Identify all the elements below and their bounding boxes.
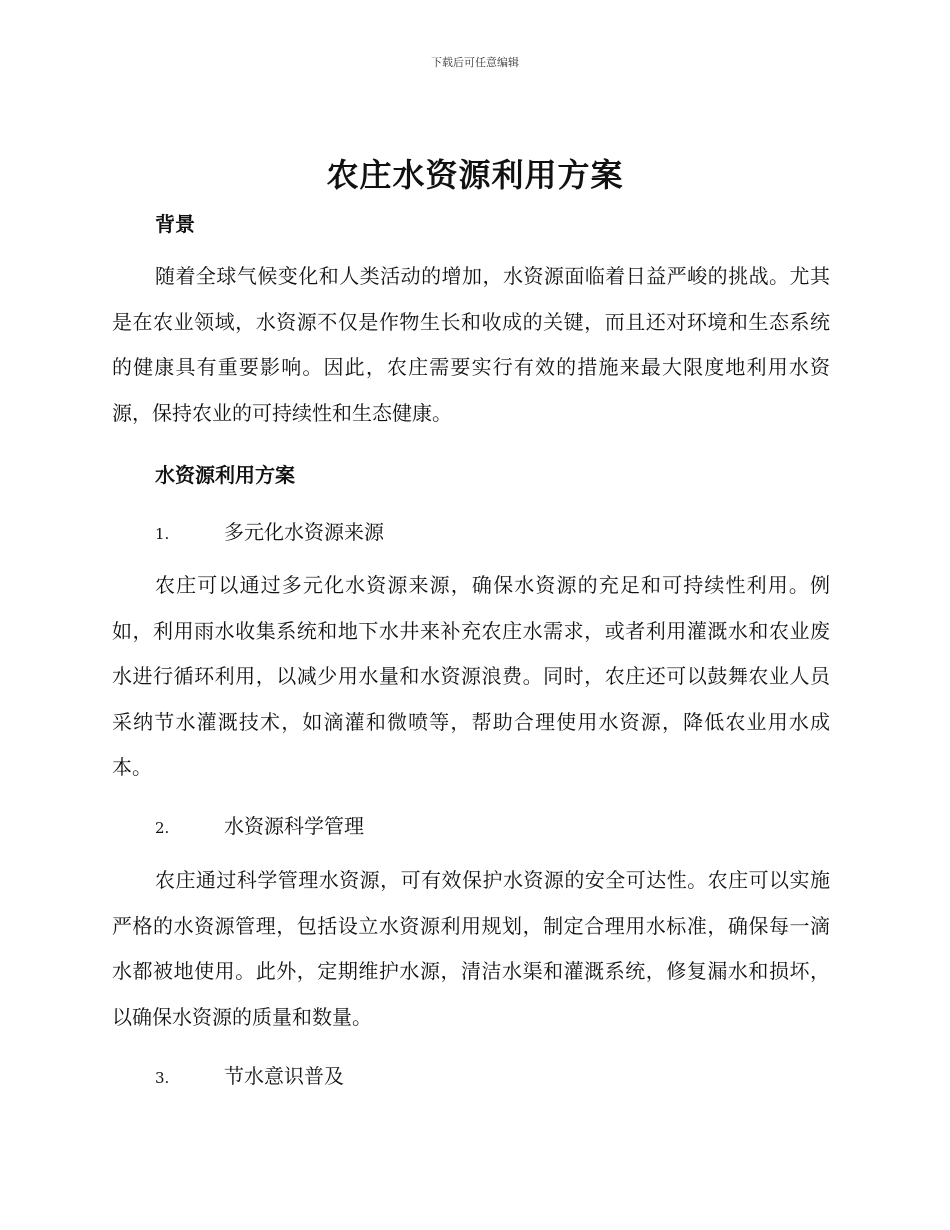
item-2-paragraph: 农庄通过科学管理水资源，可有效保护水资源的安全可达性。农庄可以实施严格的水资源管理，包括设立水资源利用规划，制定合理用水标准，确保每一滴水都被地使用。此外，定期维护水源，清洁水渠和灌溉系统，修复漏水和损坏，以确保水资源的质量和数量。 — [112, 868, 830, 1029]
item-1-paragraph: 农庄可以通过多元化水资源来源，确保水资源的充足和可持续性利用。例如，利用雨水收集系统和地下水井来补充农庄水需求，或者利用灌溉水和农业废水进行循环利用，以减少用水量和水资源浪费。同时，农庄还可以鼓舞农业人员采纳节水灌溉技术，如滴灌和微喷等，帮助合理使用水资源，降低农业用水成本。 — [112, 573, 830, 779]
list-item-title: 节水意识普及 — [224, 1064, 344, 1088]
background-paragraph: 随着全球气候变化和人类活动的增加，水资源面临着日益严峻的挑战。尤其是在农业领域，水资源不仅是作物生长和收成的关键，而且还对环境和生态系统的健康具有重要影响。因此，农庄需要实行有效的措施来最大限度地利用水资源，保持农业的可持续性和生态健康。 — [112, 264, 830, 425]
list-number: 1. — [155, 525, 170, 543]
list-item-3 — [155, 1060, 344, 1089]
list-item-title: 水资源科学管理 — [224, 814, 364, 838]
list-number: 3. — [155, 1069, 170, 1087]
list-number: 2. — [155, 819, 170, 837]
list-item-1 — [155, 516, 384, 545]
list-item-title: 多元化水资源来源 — [224, 520, 384, 544]
section-heading-plan: 水资源利用方案 — [155, 463, 295, 487]
section-heading-background: 背景 — [155, 212, 195, 236]
list-item-2 — [155, 810, 364, 839]
header-note: 下载后可任意编辑 — [431, 56, 519, 69]
document-title: 农庄水资源利用方案 — [326, 156, 624, 194]
